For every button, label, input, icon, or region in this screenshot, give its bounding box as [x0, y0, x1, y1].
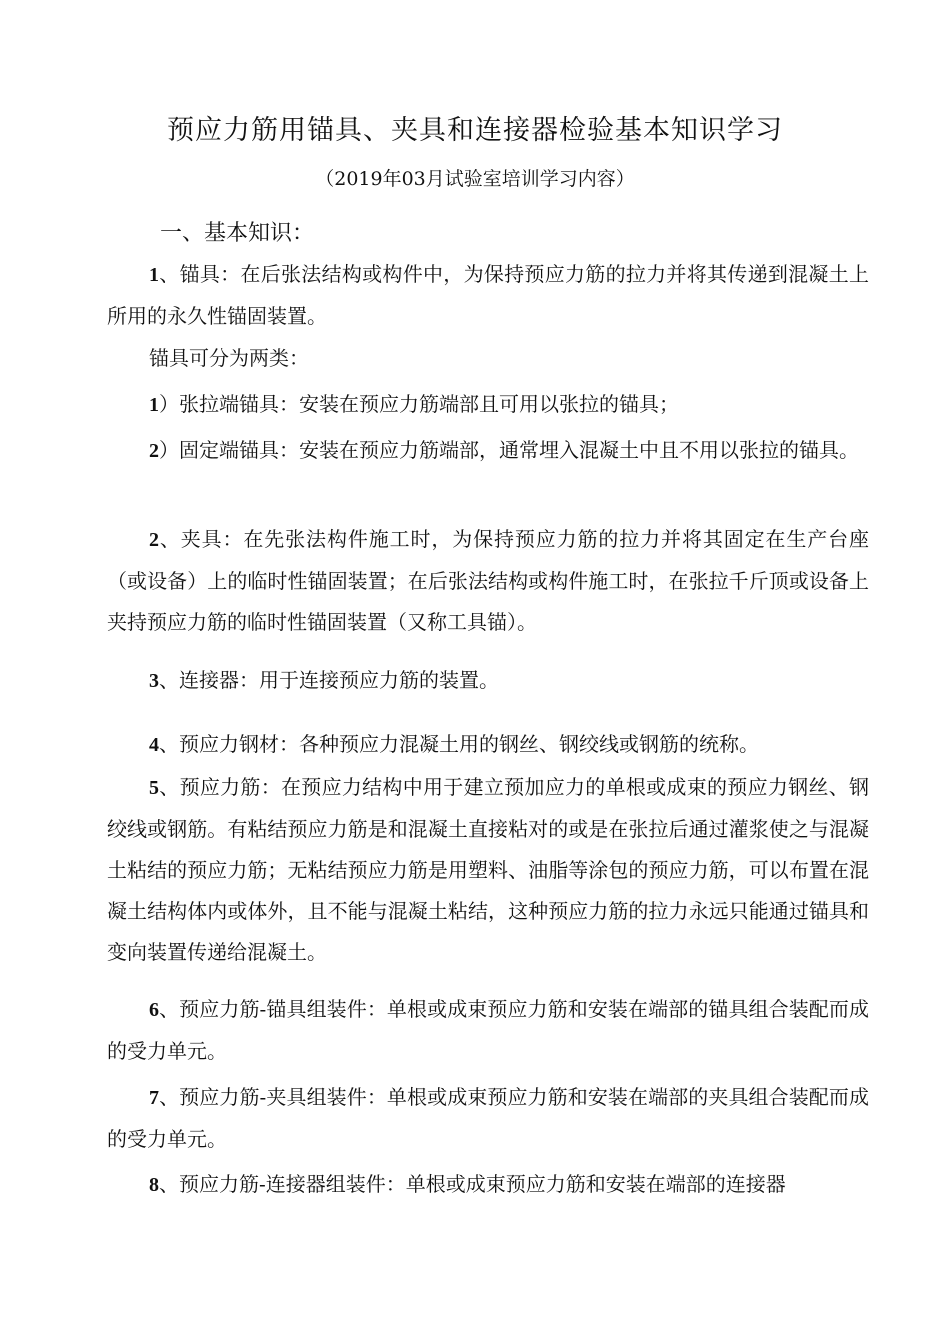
paragraph-tendon-connector-assembly: 8、预应力筋-连接器组装件：单根或成束预应力筋和安装在端部的连接器	[149, 1172, 786, 1196]
paragraph-fixed-end: 2）固定端锚具：安装在预应力筋端部，通常埋入混凝土中且不用以张拉的锚具。	[149, 438, 859, 462]
paragraph-tendon-anchorage-assembly: 6、预应力筋-锚具组装件：单根或成束预应力筋和安装在端部的锚具组合装配而成的受力单元。	[107, 997, 869, 1063]
paragraph-anchorage-types: 锚具可分为两类：	[149, 346, 309, 370]
paragraph-tendon: 5、预应力筋：在预应力结构中用于建立预加应力的单根或成束的预应力钢丝、钢绞线或钢筋。有粘结预应力筋是和混凝土直接粘对的或是在张拉后通过灌浆使之与混凝土粘结的预应力筋；无粘结预应力筋是用塑料、油脂等涂包的预应力筋，可以布置在混凝土结构体内或体外，且不能与混凝土粘结，这种预应力筋的拉力永远只能通过锚具和变向装置传递给混凝土。	[107, 775, 869, 964]
paragraph-clamp: 2、夹具：在先张法构件施工时，为保持预应力筋的拉力并将其固定在生产台座（或设备）上的临时性锚固装置；在后张法结构或构件施工时，在张拉千斤顶或设备上夹持预应力筋的临时性锚固装置（又称工具锚）。	[107, 527, 869, 634]
paragraph-steel: 4、预应力钢材：各种预应力混凝土用的钢丝、钢绞线或钢筋的统称。	[149, 732, 759, 756]
paragraph-tension-end: 1）张拉端锚具：安装在预应力筋端部且可用以张拉的锚具；	[149, 392, 679, 416]
paragraph-anchorage: 1、锚具：在后张法结构或构件中，为保持预应力筋的拉力并将其传递到混凝土上所用的永久性锚固装置。	[107, 262, 869, 328]
document-subtitle: （2019年03月试验室培训学习内容）	[315, 168, 635, 190]
paragraph-tendon-clamp-assembly: 7、预应力筋-夹具组装件：单根或成束预应力筋和安装在端部的夹具组合装配而成的受力单元。	[107, 1085, 869, 1151]
section-heading: 一、基本知识：	[160, 221, 315, 246]
paragraph-connector: 3、连接器：用于连接预应力筋的装置。	[149, 668, 499, 692]
document-title: 预应力筋用锚具、夹具和连接器检验基本知识学习	[167, 115, 783, 146]
